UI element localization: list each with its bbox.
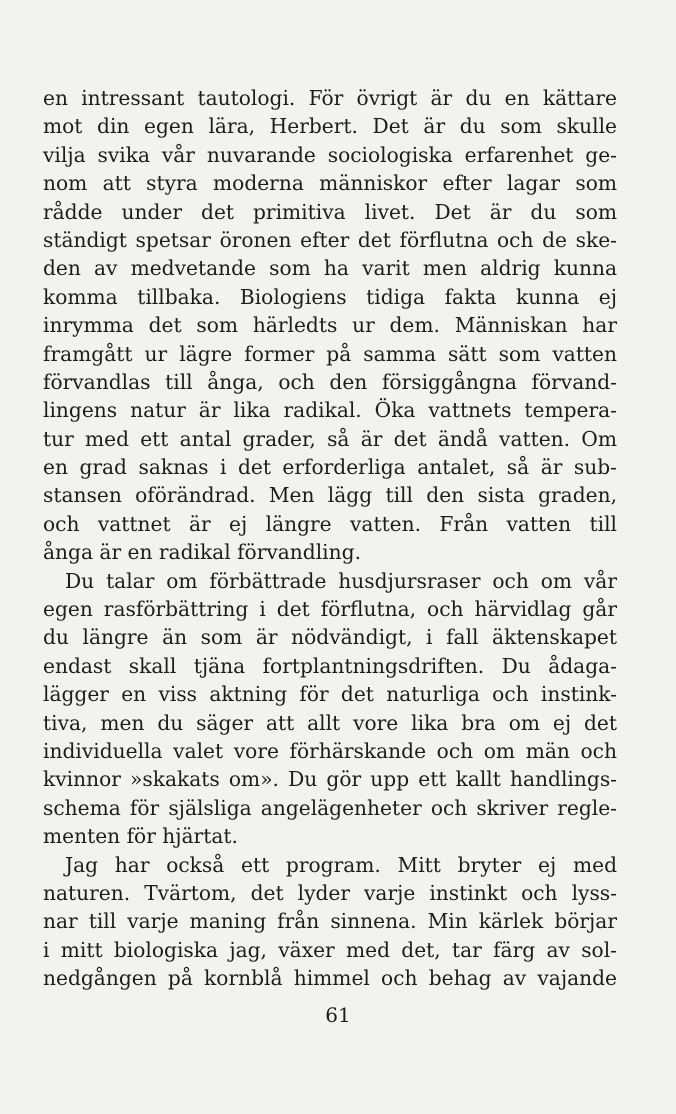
text-line: framgått ur lägre former på samma sätt som vatten <box>43 341 617 366</box>
text-line: och vattnet är ej längre vatten. Från vatten till <box>43 511 617 536</box>
text-line: nom att styra moderna människor efter lagar som <box>43 171 617 196</box>
text-line: stansen oförändrad. Men lägg till den sista graden, <box>43 483 617 508</box>
text-line: inrymma det som härledts ur dem. Människan har <box>43 313 617 338</box>
text-line: rådde under det primitiva livet. Det är du som <box>43 199 617 224</box>
text-line: menten för hjärtat. <box>43 824 238 849</box>
text-line: i mitt biologiska jag, växer med det, tar färg av sol- <box>43 937 617 962</box>
body-text <box>43 84 617 993</box>
paragraph <box>43 84 617 567</box>
text-line: den av medvetande som ha varit men aldrig kunna <box>43 256 617 281</box>
text-line: komma tillbaka. Biologiens tidiga fakta kunna ej <box>43 284 617 309</box>
text-line: nedgången på kornblå himmel och behag av vajande <box>43 966 617 991</box>
text-line: lägger en viss aktning för det naturliga och instink- <box>43 682 617 707</box>
text-line: en intressant tautologi. För övrigt är du en kättare <box>43 86 617 110</box>
text-line: kvinnor »skakats om». Du gör upp ett kallt handlings- <box>43 767 617 792</box>
text-line: mot din egen lära, Herbert. Det är du som skulle <box>43 114 617 139</box>
text-line: Jag har också ett program. Mitt bryter ej med <box>65 852 617 877</box>
text-line: naturen. Tvärtom, det lyder varje instinkt och lyss- <box>43 880 617 905</box>
text-line: individuella valet vore förhärskande och om män och <box>43 738 617 763</box>
text-line: tur med ett antal grader, så är det ändå vatten. Om <box>43 426 617 451</box>
text-line: vilja svika vår nuvarande sociologiska erfarenhet ge- <box>43 142 617 167</box>
text-line: du längre än som är nödvändigt, i fall äktenskapet <box>43 625 617 650</box>
paragraph <box>43 567 617 851</box>
text-line: en grad saknas i det erforderliga antalet, så är sub- <box>43 455 617 480</box>
text-line: lingens natur är lika radikal. Öka vattnets tempera- <box>43 398 617 423</box>
text-line: endast skall tjäna fortplantningsdriften. Du ådaga- <box>43 653 617 678</box>
text-line: ånga är en radikal förvandling. <box>43 540 361 565</box>
text-line: egen rasförbättring i det förflutna, och härvidlag går <box>43 597 617 622</box>
text-line: ständigt spetsar öronen efter det förflutna och de ske- <box>43 227 617 252</box>
text-line: nar till varje maning från sinnena. Min kärlek börjar <box>43 909 617 934</box>
text-line: schema för själsliga angelägenheter och skriver regle- <box>43 795 617 820</box>
page-number: 61 <box>325 1003 351 1027</box>
text-line: förvandlas till ånga, och den försiggångna förvand- <box>43 369 617 394</box>
paragraph <box>43 851 617 993</box>
text-line: Du talar om förbättrade husdjursraser och om vår <box>65 568 617 593</box>
text-line: tiva, men du säger att allt vore lika bra om ej det <box>43 710 617 735</box>
